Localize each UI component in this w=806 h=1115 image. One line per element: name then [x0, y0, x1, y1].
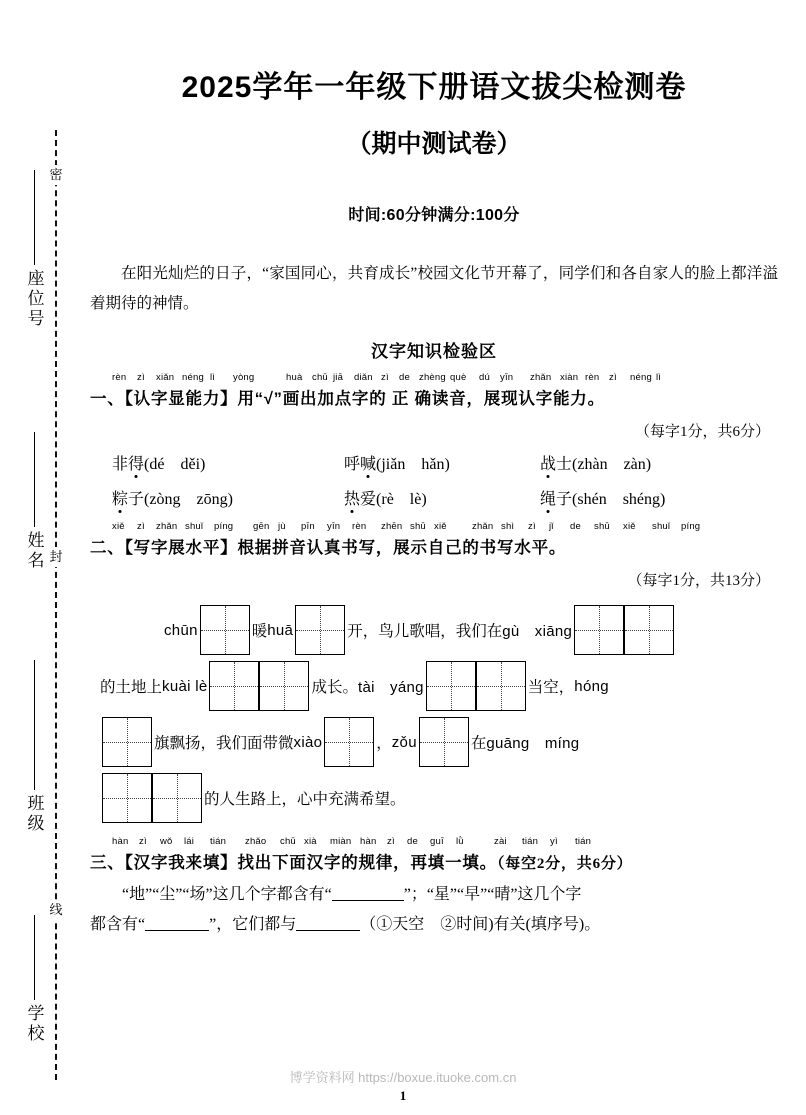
pinyin-syllable: zì	[137, 521, 145, 532]
pinyin-syllable: yīn	[500, 372, 514, 383]
question-3-line-2	[90, 910, 778, 940]
tianzige-box-pair[interactable]	[426, 661, 526, 711]
pronunciation-choice-item[interactable]	[112, 451, 344, 474]
page-subtitle: （期中测试卷）	[346, 130, 522, 158]
pronunciation-choice-item[interactable]	[344, 451, 540, 474]
pronunciation-choice-item[interactable]	[344, 486, 540, 509]
seat-number-label: 座位号	[24, 269, 44, 329]
exam-paper-body	[78, 0, 806, 1115]
pinyin-syllable: zhèng	[419, 372, 446, 383]
pinyin-hint: chūn	[164, 621, 198, 639]
pinyin-syllable: xiě	[434, 521, 447, 532]
word-character: 爱	[360, 491, 377, 508]
section-heading-hanzi: 汉字知识检验区	[371, 342, 497, 361]
pinyin-syllable: tián	[522, 836, 539, 847]
question-3-line-1	[90, 880, 778, 910]
pinyin-syllable: shì	[501, 521, 515, 532]
class-writing-line[interactable]	[34, 660, 35, 790]
pinyin-hint: guāng míng	[486, 734, 580, 752]
pronunciation-choice-item[interactable]	[540, 451, 651, 474]
writing-line	[90, 770, 778, 826]
tianzige-box[interactable]	[574, 605, 624, 655]
writing-line	[90, 658, 778, 714]
school-writing-line[interactable]	[34, 915, 35, 1000]
pinyin-syllable: xiě	[623, 521, 636, 532]
word-character: 非	[112, 456, 129, 473]
tianzige-box-pair[interactable]	[209, 661, 309, 711]
tianzige-box[interactable]	[476, 661, 526, 711]
q3-line1-text-b: ”；“星”“早”“晴”这几个字	[403, 886, 582, 903]
question-2-bracket-title: 【写字展水平】	[124, 539, 238, 557]
pinyin-syllable: shū	[410, 521, 426, 532]
question-1	[90, 372, 778, 509]
question-1-heading	[90, 372, 778, 410]
q3-line2-text-a: 都含有“	[90, 916, 146, 933]
word-character: 呼	[344, 456, 361, 473]
pinyin-hint: kuài lè	[162, 677, 208, 695]
pronunciation-choice-item[interactable]	[112, 486, 344, 509]
pinyin-syllable: shuǐ	[185, 521, 204, 532]
pinyin-syllable: néng	[182, 372, 204, 383]
question-3-bracket-title: 【汉字我来填】	[124, 854, 238, 872]
site-watermark: 博学资料网 https://boxue.ituoke.com.cn	[289, 1070, 517, 1085]
pinyin-syllable: miàn	[330, 836, 352, 847]
pinyin-hint: hóng	[574, 677, 609, 695]
tianzige-box[interactable]	[419, 717, 469, 767]
question-2-text	[90, 534, 566, 558]
pinyin-syllable: gēn	[253, 521, 270, 532]
writing-line	[90, 714, 778, 770]
question-2-number: 二、	[90, 539, 125, 557]
question-2-heading	[90, 521, 778, 559]
dotted-character: 绳	[540, 491, 557, 508]
pinyin-syllable: chū	[280, 836, 296, 847]
tianzige-box[interactable]	[259, 661, 309, 711]
dotted-character: 喊	[360, 456, 377, 473]
question-1-text	[90, 385, 605, 409]
pinyin-syllable: diǎn	[354, 372, 373, 383]
pinyin-syllable: zài	[494, 836, 507, 847]
tianzige-box[interactable]	[152, 773, 202, 823]
pinyin-syllable: huà	[286, 372, 303, 383]
pinyin-syllable: yì	[550, 836, 558, 847]
question-1-instruction: 用“√”画出加点字的 正 确读音，展现认字能力。	[237, 390, 605, 408]
pinyin-syllable: zhǎo	[245, 836, 267, 847]
pinyin-hint: tài yáng	[358, 678, 424, 696]
pronunciation-choice-item[interactable]	[540, 486, 665, 509]
sentence-text: 成长。	[311, 679, 358, 696]
pinyin-syllable: de	[570, 521, 581, 532]
sentence-text: 旗飘扬，我们面带微	[154, 735, 294, 752]
pinyin-syllable: lái	[184, 836, 195, 847]
pinyin-syllable: píng	[681, 521, 701, 532]
pinyin-syllable: néng	[630, 372, 652, 383]
pinyin-syllable: wǒ	[160, 836, 173, 847]
tianzige-box[interactable]	[295, 605, 345, 655]
pinyin-syllable: xiě	[112, 521, 125, 532]
pinyin-syllable: xiàn	[560, 372, 579, 383]
pinyin-options[interactable]: (shén shéng)	[572, 491, 666, 508]
word-character: 子	[128, 491, 145, 508]
pinyin-syllable: shuǐ	[652, 521, 671, 532]
q3-blank-3[interactable]	[296, 915, 360, 931]
q3-line2-text-b: ”，它们都与	[209, 916, 297, 933]
choice-row	[112, 486, 778, 509]
intro-paragraph: 在阳光灿烂的日子，“家国同心，共育成长”校园文化节开幕了，同学们和各自家人的脸上都洋溢着期待的神情。	[90, 265, 778, 312]
field-student-name[interactable]	[14, 432, 54, 571]
pinyin-syllable: lì	[210, 372, 216, 383]
tianzige-box[interactable]	[624, 605, 674, 655]
question-2	[90, 521, 778, 826]
pinyin-syllable: lì	[656, 372, 662, 383]
pinyin-syllable: pīn	[301, 521, 315, 532]
pinyin-syllable: zì	[609, 372, 617, 383]
question-3-text	[90, 849, 632, 873]
dotted-character: 热	[344, 491, 361, 508]
student-name-writing-line[interactable]	[34, 432, 35, 527]
pinyin-syllable: hàn	[360, 836, 377, 847]
pinyin-syllable: zhēn	[381, 521, 403, 532]
tianzige-box-pair[interactable]	[102, 773, 202, 823]
seat-number-writing-line[interactable]	[34, 170, 35, 265]
time-and-total-score: 时间:60分钟满分:100分	[348, 207, 520, 224]
pinyin-syllable: guī	[430, 836, 444, 847]
pinyin-options[interactable]: (rè lè)	[376, 491, 427, 508]
question-3-body	[90, 880, 778, 940]
dotted-character: 得	[128, 456, 145, 473]
pinyin-syllable: de	[399, 372, 410, 383]
pinyin-syllable: zì	[139, 836, 147, 847]
pinyin-options[interactable]: (jiǎn hǎn)	[376, 456, 450, 473]
pinyin-syllable: dú	[479, 372, 490, 383]
q3-blank-2[interactable]	[145, 915, 209, 931]
seal-margin-column	[0, 0, 78, 1115]
pinyin-syllable: zì	[528, 521, 536, 532]
pinyin-syllable: què	[450, 372, 467, 383]
q3-line1-text-a: “地”“尘”“场”这几个字都含有“	[122, 886, 332, 903]
writing-line	[90, 602, 778, 658]
seal-dashed-line	[55, 130, 57, 1080]
pinyin-options[interactable]: (zòng zōng)	[144, 491, 233, 508]
pinyin-syllable: yòng	[233, 372, 255, 383]
question-3-instruction: 找出下面汉字的规律，再填一填。	[237, 854, 497, 872]
seal-char-feng: 封	[45, 547, 67, 567]
seal-char-mi: 密	[45, 165, 67, 185]
pinyin-syllable: píng	[214, 521, 234, 532]
pinyin-syllable: lǜ	[456, 836, 464, 847]
tianzige-box[interactable]	[426, 661, 476, 711]
question-3-number: 三、	[90, 854, 125, 872]
pinyin-syllable: jǐ	[549, 521, 554, 532]
pinyin-syllable: rèn	[112, 372, 127, 383]
pinyin-syllable: jiā	[333, 372, 344, 383]
tianzige-box[interactable]	[102, 773, 152, 823]
page-number: 1	[399, 1088, 407, 1103]
pinyin-syllable: zhǎn	[156, 521, 178, 532]
question-1-bracket-title: 【认字显能力】	[124, 390, 238, 408]
question-1-choices	[90, 451, 778, 509]
sentence-text: 开，鸟儿歌唱，我们在	[347, 623, 503, 640]
dotted-character: 粽	[112, 491, 129, 508]
pinyin-syllable: zì	[381, 372, 389, 383]
tianzige-box[interactable]	[200, 605, 250, 655]
pinyin-syllable: yīn	[327, 521, 341, 532]
question-3	[90, 836, 778, 940]
question-3-heading	[90, 836, 778, 874]
field-school[interactable]	[14, 915, 54, 1044]
sentence-text: 在	[470, 735, 487, 752]
question-2-instruction: 根据拼音认真书写，展示自己的书写水平。	[237, 539, 567, 557]
dotted-character: 战	[540, 456, 557, 473]
q3-line2-text-c: （①天空 ②时间)有关(填序号)。	[360, 916, 601, 933]
field-class[interactable]	[14, 660, 54, 834]
pinyin-syllable: xiǎn	[156, 372, 175, 383]
pinyin-syllable: zhǎn	[472, 521, 494, 532]
tianzige-box[interactable]	[102, 717, 152, 767]
pinyin-hint: xiào	[293, 733, 323, 751]
question-2-score: （每字1分，共13分）	[627, 573, 770, 589]
pinyin-syllable: zì	[387, 836, 395, 847]
question-2-writing-rows	[90, 602, 778, 826]
student-name-label: 姓名	[24, 531, 44, 571]
pinyin-hint: huā	[267, 621, 294, 639]
pinyin-options[interactable]: (zhàn zàn)	[572, 456, 652, 473]
pinyin-syllable: jù	[278, 521, 286, 532]
tianzige-box[interactable]	[209, 661, 259, 711]
pinyin-hint: zǒu	[391, 733, 417, 751]
pinyin-syllable: xià	[304, 836, 317, 847]
pinyin-syllable: hàn	[112, 836, 129, 847]
pinyin-syllable: chū	[312, 372, 328, 383]
pinyin-syllable: zhǎn	[530, 372, 552, 383]
choice-row	[112, 451, 778, 474]
pinyin-options[interactable]: (dé děi)	[144, 456, 206, 473]
tianzige-box-pair[interactable]	[574, 605, 674, 655]
question-1-score: （每字1分，共6分）	[634, 424, 770, 440]
pinyin-syllable: de	[407, 836, 418, 847]
word-character: 子	[556, 491, 573, 508]
pinyin-syllable: shū	[594, 521, 610, 532]
sentence-text: 当空，	[527, 679, 575, 696]
sentence-text: ，	[376, 735, 392, 752]
pinyin-syllable: tián	[575, 836, 592, 847]
sentence-text: 的人生路上，心中充满希望。	[204, 791, 406, 808]
class-label: 班级	[24, 794, 44, 834]
word-character: 士	[556, 456, 573, 473]
pinyin-syllable: tián	[210, 836, 227, 847]
school-label: 学校	[24, 1004, 44, 1044]
tianzige-box[interactable]	[324, 717, 374, 767]
page-title: 2025学年一年级下册语文拔尖检测卷	[181, 71, 687, 104]
sentence-text: 暖	[251, 623, 268, 640]
question-3-score: （每空2分，共6分）	[496, 856, 633, 872]
pinyin-hint: gù xiāng	[502, 622, 573, 640]
pinyin-syllable: rèn	[585, 372, 600, 383]
pinyin-syllable: zì	[137, 372, 145, 383]
q3-blank-1[interactable]	[332, 885, 404, 901]
field-seat-number[interactable]	[14, 170, 54, 329]
pinyin-syllable: rèn	[352, 521, 367, 532]
question-1-number: 一、	[90, 390, 125, 408]
seal-char-xian: 线	[45, 900, 67, 920]
sentence-text: 的土地上	[100, 679, 163, 696]
